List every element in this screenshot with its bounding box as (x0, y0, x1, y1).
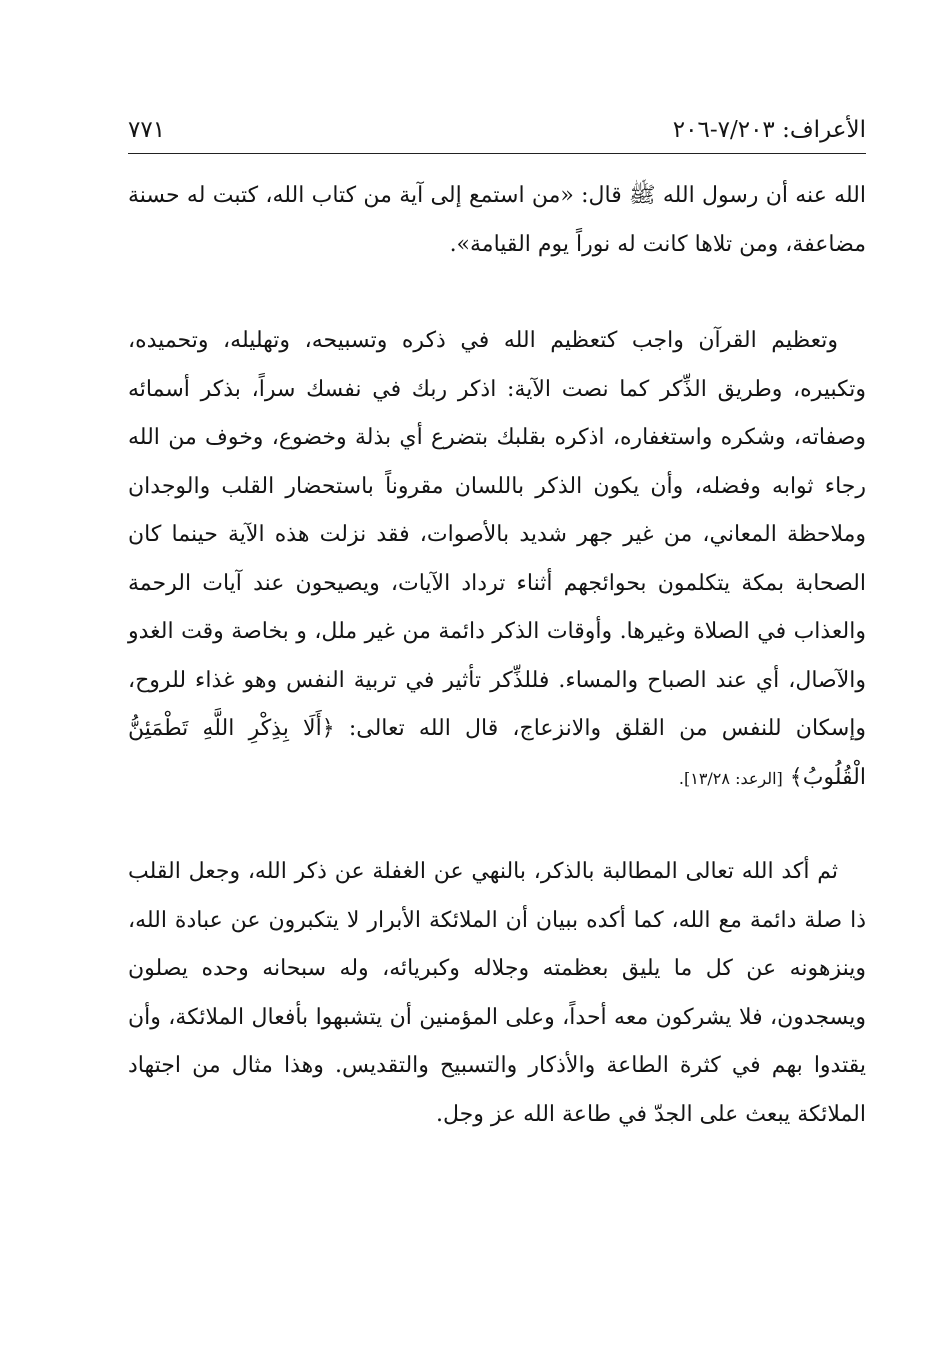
paragraph-angels (128, 848, 866, 1139)
page-header (128, 112, 866, 148)
header-divider (128, 153, 866, 154)
paragraph-hadith (128, 172, 866, 269)
quran-reference: [الرعد: ١٣/٢٨]. (678, 768, 783, 788)
page-number: ٧٧١ (128, 117, 166, 143)
page-body (128, 172, 866, 1139)
running-title: الأعراف: ٧/٢٠٣-٢٠٦ (672, 117, 866, 143)
paragraph-text: ثم أكد الله تعالى المطالبة بالذكر، بالنهي عن الغفلة عن ذكر الله، وجعل القلب ذا صلة دائمة مع الله، كما أكده ببيان أن الملائكة الأبرار لا يتكبرون عن عبادة الله، وينزهونه عن كل ما يليق بعظمته وجلاله وكبريائه، وله سبحانه وحده يصلون ويسجدون، فلا يشركون معه أحداً، وعلى المؤمنين أن يتشبهوا بأفعال الملائكة، وأن يقتدوا بهم في كثرة الطاعة والأذكار والتسبيح والتقديس. وهذا مثال من اجتهاد الملائكة يبعث على الجدّ في طاعة الله عز وجل. (128, 859, 866, 1127)
paragraph-text: الله عنه أن رسول الله ﷺ قال: «من استمع إلى آية من كتاب الله، كتبت له حسنة مضاعفة، ومن تلاها كانت له نوراً يوم القيامة». (128, 183, 866, 257)
paragraph-text: وتعظيم القرآن واجب كتعظيم الله في ذكره وتسبيحه، وتهليله، وتحميده، وتكبيره، وطريق الذِّكر كما نصت الآية: اذكر ربك في نفسك سراً، بذكر أسمائه وصفاته، وشكره واستغفاره، اذكره بقلبك بتضرع أي بذلة وخضوع، وخوف من الله رجاء ثوابه وفضله، وأن يكون الذكر باللسان مقروناً باستحضار القلب والوجدان وملاحظة المعاني، من غير جهر شديد بالأصوات، فقد نزلت هذه الآية حينما كان الصحابة بمكة يتكلمون بحوائجهم أثناء ترداد الآيات، ويصيحون عند آيات الرحمة والعذاب في الصلاة وغيرها. وأوقات الذكر دائمة من غير ملل، و بخاصة وقت الغدو والآصال، أي عند الصباح والمساء. فللذِّكر تأثير في تربية النفس وهو غذاء للروح، وإسكان للنفس من القلق والانزعاج، قال الله تعالى: ﴿أَلَا بِذِكْرِ اللَّهِ تَطْمَئِنُّ الْقُلُوبُ﴾ (128, 328, 866, 790)
paragraph-dhikr (128, 317, 866, 803)
